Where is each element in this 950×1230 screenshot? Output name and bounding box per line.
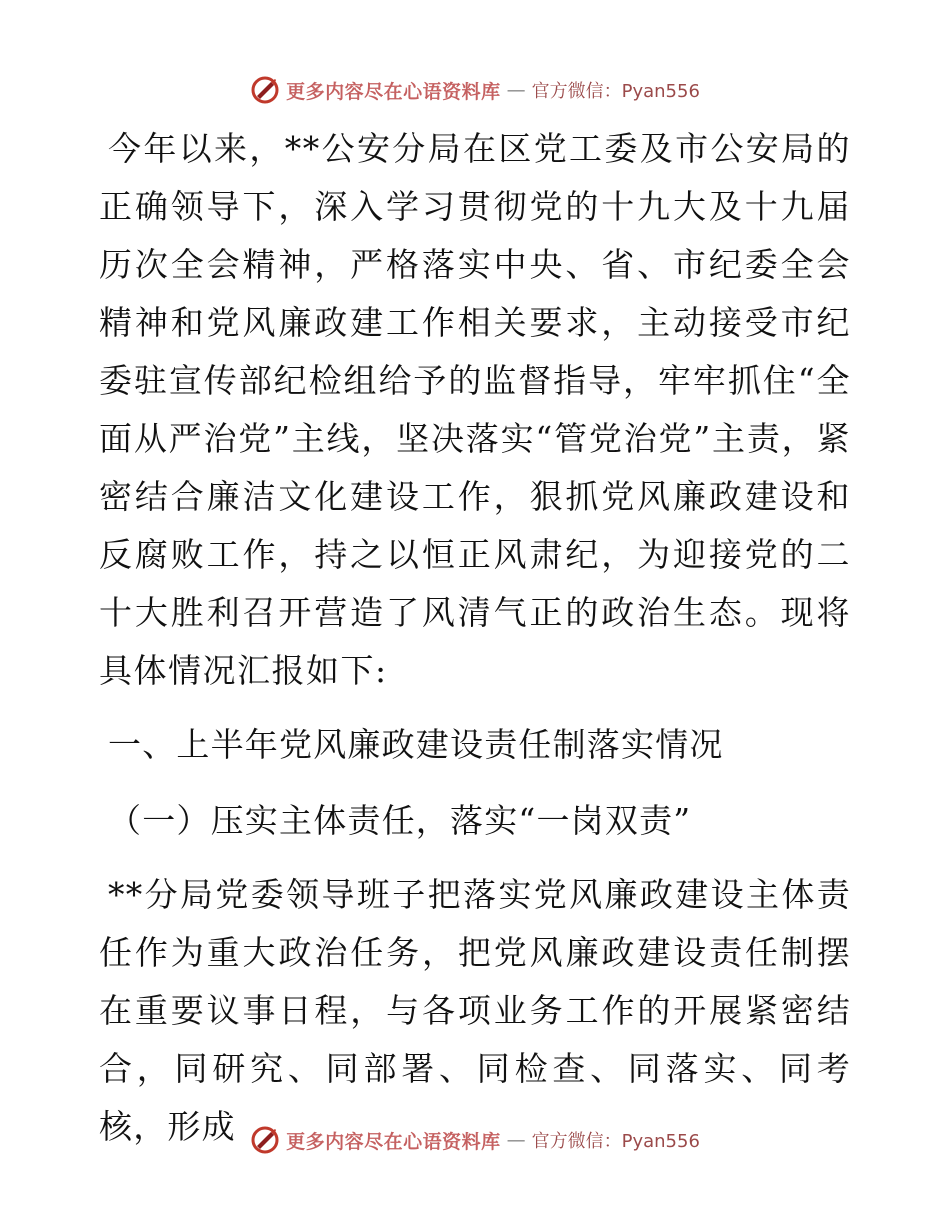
brand-logo-icon bbox=[250, 1125, 280, 1155]
watermark-contact: 官方微信：Pyan556 bbox=[531, 1131, 700, 1152]
watermark-footer bbox=[0, 1122, 950, 1158]
watermark-contact: 官方微信：Pyan556 bbox=[531, 81, 700, 102]
watermark-header bbox=[0, 72, 950, 108]
watermark-brand: 更多内容尽在心语资料库 bbox=[286, 80, 501, 103]
intro-paragraph: 今年以来，**公安分局在区党工委及市公安局的正确领导下，深入学习贯彻党的十九大及十九届历次全会精神，严格落实中央、省、市纪委全会精神和党风廉政建工作相关要求，主动接受市纪委驻宣传部纪检组给予的监督指导，牢牢抓住“全面从严治党”主线，坚决落实“管党治党”主责，紧密结合廉洁文化建设工作，狠抓党风廉政建设和反腐败工作，持之以恒正风肃纪，为迎接党的二十大胜利召开营造了风清气正的政治生态。现将具体情况汇报如下: bbox=[99, 129, 851, 690]
body-paragraph: **分局党委领导班子把落实党风廉政建设主体责任作为重大政治任务，把党风廉政建设责任制摆在重要议事日程，与各项业务工作的开展紧密结合，同研究、同部署、同检查、同落实、同考核，形成 bbox=[99, 875, 851, 1146]
document-body bbox=[99, 120, 851, 1156]
section-heading: 一、上半年党风廉政建设责任制落实情况 bbox=[108, 725, 724, 764]
subsection-heading: （一）压实主体责任，落实“一岗双责” bbox=[108, 801, 692, 840]
watermark-brand: 更多内容尽在心语资料库 bbox=[286, 1130, 501, 1153]
watermark-dash: — bbox=[506, 1129, 526, 1151]
brand-logo-icon bbox=[250, 75, 280, 105]
watermark-dash: — bbox=[506, 79, 526, 101]
